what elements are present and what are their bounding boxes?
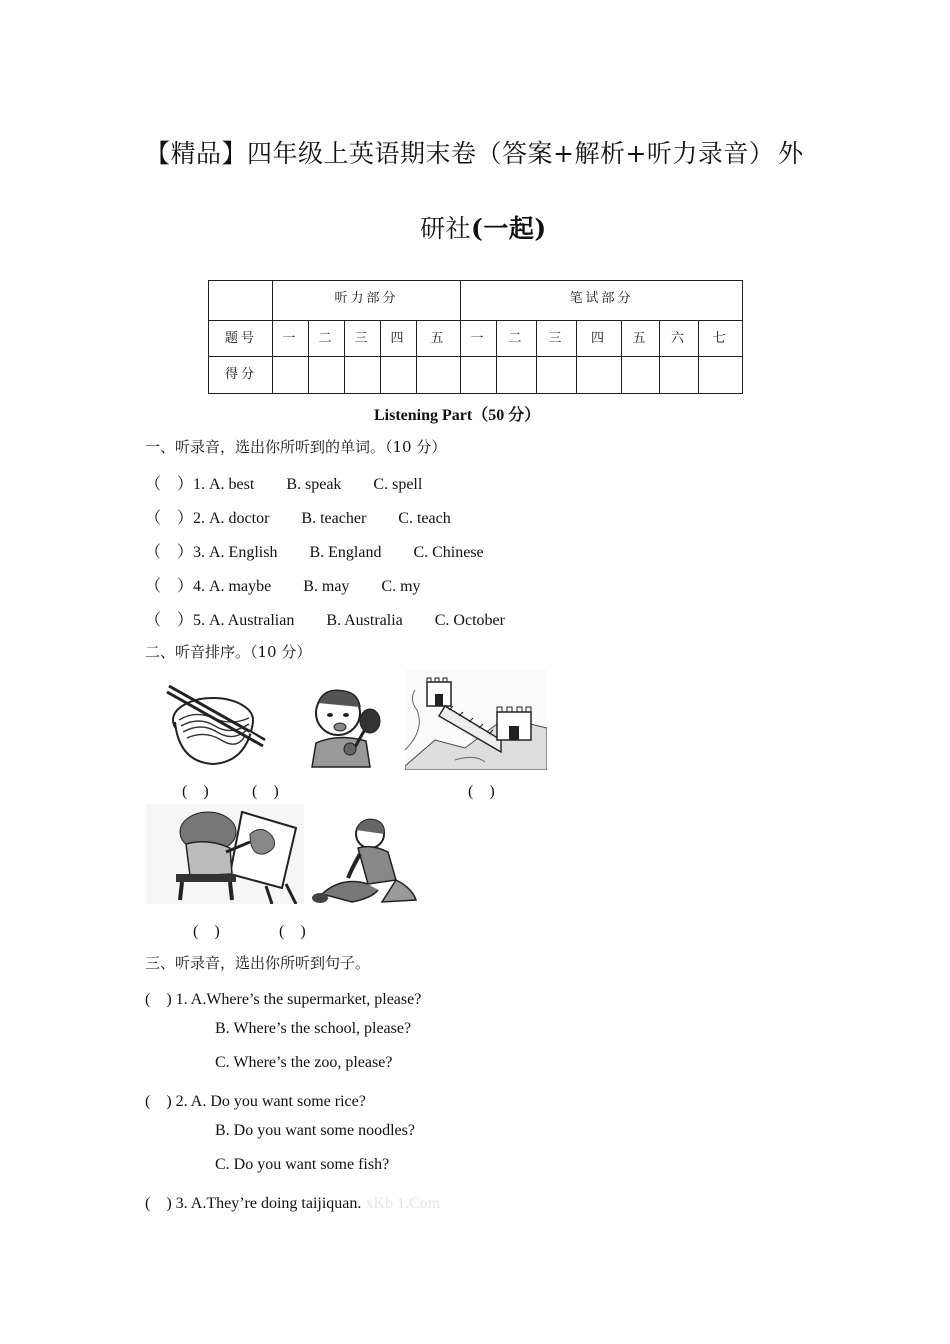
great-wall-icon xyxy=(405,670,547,770)
row-label-number: 题号 xyxy=(209,321,273,357)
listening-number-cell: 五 xyxy=(417,321,461,357)
written-number-cell: 三 xyxy=(537,321,577,357)
section-2-title: 二、听音排序。（10 分） xyxy=(145,643,312,661)
title-line-2-paren: (一起) xyxy=(471,214,547,243)
score-input-cell[interactable] xyxy=(699,357,743,394)
section-1-item: （ ）4. A. maybe B. may C. my xyxy=(145,578,421,595)
section-1-item: （ ）5. A. Australian B. Australia C. October xyxy=(145,612,505,629)
written-number-cell: 二 xyxy=(497,321,537,357)
title-line-1: 【精品】四年级上英语期末卷（答案+解析+听力录音） xyxy=(145,139,775,168)
score-input-cell[interactable] xyxy=(417,357,461,394)
section-1-title: 一、听录音，选出你所听到的单词。（10 分） xyxy=(145,438,447,456)
question-stem: ( ) 1. A.Where’s the supermarket, please? xyxy=(145,991,422,1008)
boy-eating-icon xyxy=(300,683,395,768)
score-input-cell[interactable] xyxy=(577,357,622,394)
row-label-score: 得分 xyxy=(209,357,273,394)
question-stem: ( ) 2. A. Do you want some rice? xyxy=(145,1093,366,1110)
section-1-item: （ ）3. A. English B. England C. Chinese xyxy=(145,544,484,561)
picture-answer-blank[interactable]: ( ) xyxy=(252,783,279,800)
written-number-cell: 七 xyxy=(699,321,743,357)
section-1-item: （ ）1. A. best B. speak C. spell xyxy=(145,476,423,493)
title-line-2-cn: 研社 xyxy=(420,214,472,243)
section-1-item: （ ）2. A. doctor B. teacher C. teach xyxy=(145,510,451,527)
question-option: C. Do you want some fish? xyxy=(215,1156,390,1173)
question-stem-text: ( ) 3. A.They’re doing taijiquan. xyxy=(145,1195,362,1212)
score-input-cell[interactable] xyxy=(497,357,537,394)
written-number-cell: 六 xyxy=(660,321,699,357)
written-number-cell: 四 xyxy=(577,321,622,357)
noodles-bowl-icon xyxy=(165,680,270,770)
title-tail: 外 xyxy=(778,139,804,168)
question-option: B. Where’s the school, please? xyxy=(215,1020,412,1037)
picture-answer-blank[interactable]: ( ) xyxy=(193,923,220,940)
listening-number-cell: 二 xyxy=(309,321,345,357)
title-line-2 xyxy=(420,209,547,245)
score-input-cell[interactable] xyxy=(660,357,699,394)
girl-painting-icon xyxy=(146,804,304,904)
score-input-cell[interactable] xyxy=(461,357,497,394)
section-3-title: 三、听录音，选出你所听到句子。 xyxy=(145,954,371,972)
listening-group-header: 听力部分 xyxy=(273,281,461,321)
picture-answer-blank[interactable]: ( ) xyxy=(279,923,306,940)
score-table xyxy=(208,280,743,394)
score-table-number-row xyxy=(209,321,743,357)
listening-number-cell: 一 xyxy=(273,321,309,357)
score-input-cell[interactable] xyxy=(309,357,345,394)
picture-answer-blank[interactable]: ( ) xyxy=(182,783,209,800)
score-table-header-row xyxy=(209,281,743,321)
score-input-cell[interactable] xyxy=(345,357,381,394)
score-input-cell[interactable] xyxy=(537,357,577,394)
document-title xyxy=(145,134,774,170)
written-number-cell: 五 xyxy=(622,321,660,357)
score-input-cell[interactable] xyxy=(273,357,309,394)
question-stem xyxy=(145,1190,440,1213)
empty-corner-cell xyxy=(209,281,273,321)
question-option: B. Do you want some noodles? xyxy=(215,1122,415,1139)
watermark-text: xKb 1.Com xyxy=(365,1195,441,1212)
listening-part-heading: Listening Part（50 分） xyxy=(374,407,541,424)
written-number-cell: 一 xyxy=(461,321,497,357)
score-input-cell[interactable] xyxy=(622,357,660,394)
boy-sitting-icon xyxy=(312,814,420,906)
listening-number-cell: 三 xyxy=(345,321,381,357)
score-input-cell[interactable] xyxy=(381,357,417,394)
listening-number-cell: 四 xyxy=(381,321,417,357)
score-table-score-row xyxy=(209,357,743,394)
picture-answer-blank[interactable]: ( ) xyxy=(468,783,495,800)
written-group-header: 笔试部分 xyxy=(461,281,743,321)
question-option: C. Where’s the zoo, please? xyxy=(215,1054,393,1071)
